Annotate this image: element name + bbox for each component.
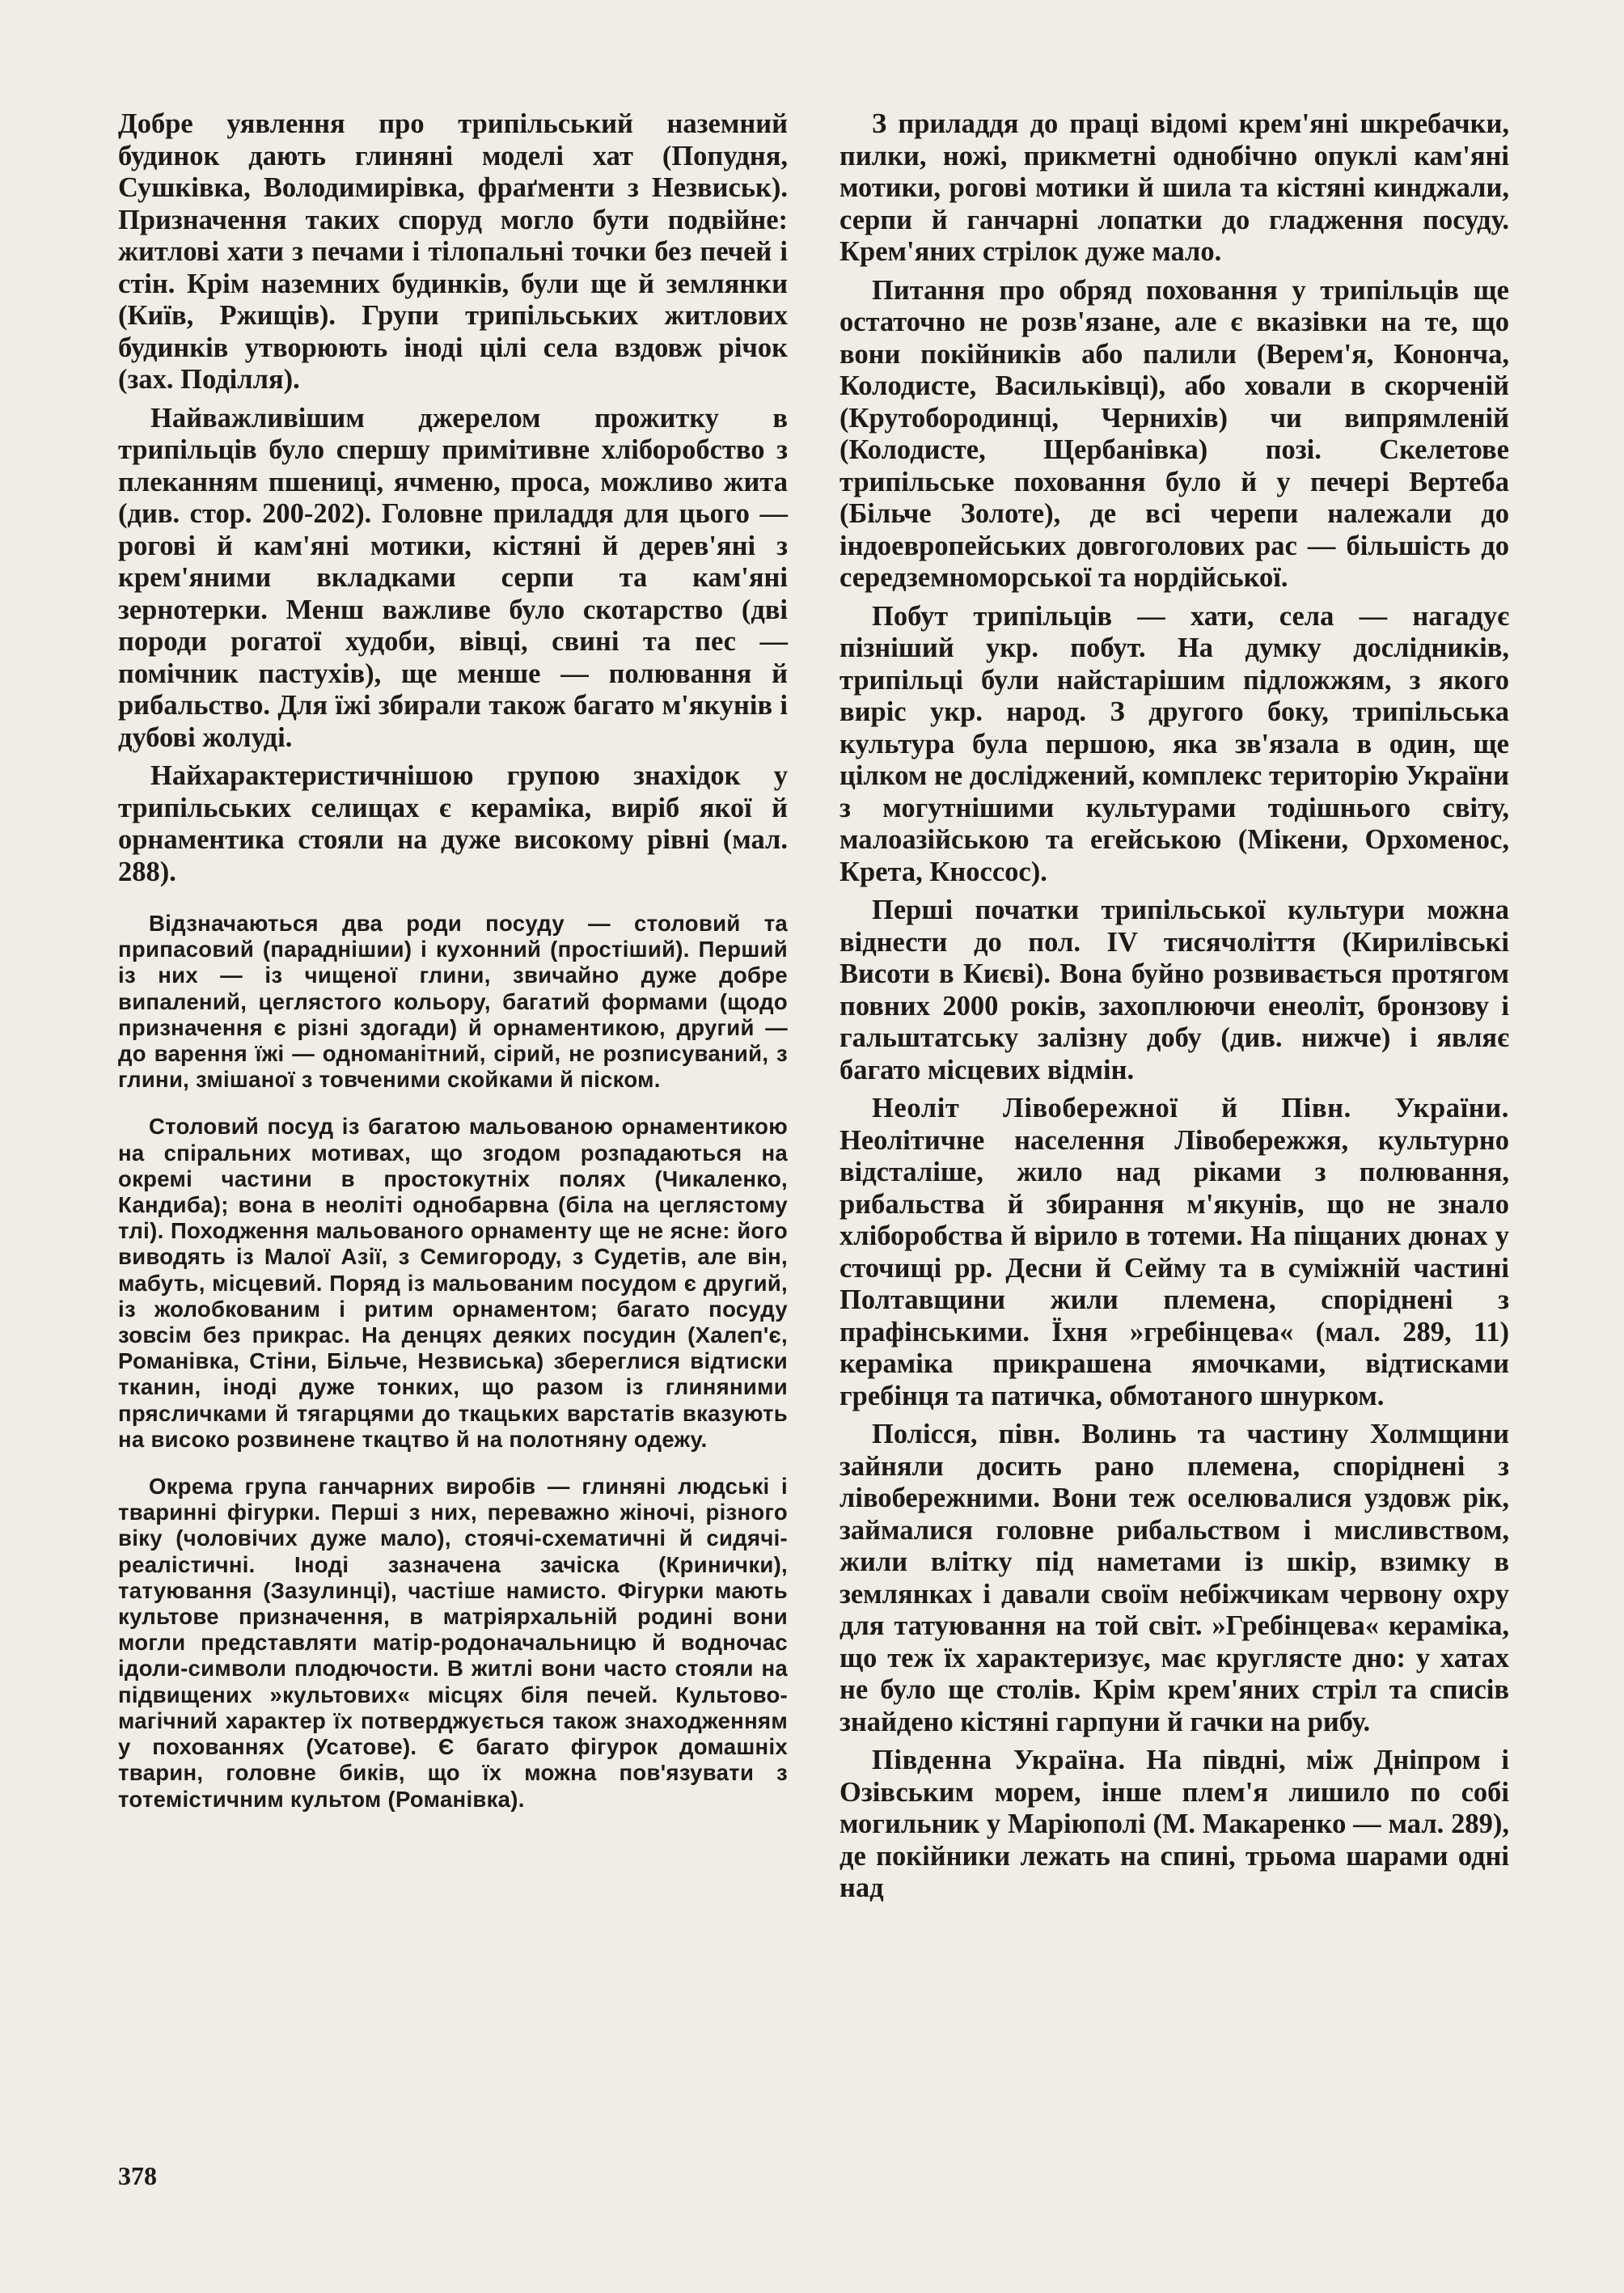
paragraph: Найважливішим джерелом прожитку в трипільців було спершу примітивне хліборобство з плеканням пшениці, ячменю, проса, можливо жита (див. стор. 200-202). Головне приладдя для цього — рогові й кам'яні мотики, кістяні й дерев'яні з крем'яними вкладками серпи та кам'яні зернотерки. Менш важливе було скотарство (дві породи рогатої худоби, вівці, свині та пес — помічник пастухів), ще менше — полювання й рибальство. Для їжі збирали також багато м'якунів і дубові жолуді. — [118, 402, 788, 753]
section-paragraph — [839, 1093, 1509, 1412]
paragraph: Перші початки трипільської культури можна віднести до пол. IV тисячоліття (Кирилівські Висоти в Києві). Вона буйно розвивається протягом повних 2000 років, захоплюючи енеоліт, бронзову і гальштатську залізну добу (див. нижче) і являє багато місцевих відмін. — [839, 895, 1509, 1085]
right-main-text — [839, 108, 1509, 1905]
paragraph: Добре уявлення про трипільський наземний будинок дають глиняні моделі хат (Попудня, Сушківка, Володимирівка, фраґменти з Незвиськ). Призначення таких споруд могло бути подвійне: житлові хати з печами і тілопальні точки без печей і стін. Крім наземних будинків, були ще й землянки (Київ, Ржищів). Групи трипільських житлових будинків утворюють іноді цілі села вздовж річок (зах. Поділля). — [118, 108, 788, 395]
paragraph: Побут трипільців — хати, села — нагадує пізніший укр. побут. На думку дослідників, трипільці були найстарішим підложжям, з якого виріс укр. народ. З другого боку, трипільська культура була першою, яка зв'язала в один, ще цілком не досліджений, комплекс територію України з могутнішими культурами тодішнього світу, малоазійською та егейською (Мікени, Орхоменос, Крета, Кноссос). — [839, 600, 1509, 887]
small-paragraph: Відзначаються два роди посуду — столовий та припасовий (параднішии) і кухонний (простіший). Перший із них — із чищеної глини, звичайно дуже добре випалений, цеглястого кольору, багатий формами (щодо призначення є різні здогади) й орнаментикою, другий — до варення їжі — одноманітний, сірий, не розписуваний, з глини, змішаної з товченими скойками й піском. — [118, 911, 788, 1093]
page-number: 378 — [118, 2161, 157, 2190]
left-main-text — [118, 108, 788, 888]
paragraph: З приладдя до праці відомі крем'яні шкребачки, пилки, ножі, прикметні однобічно опуклі кам'яні мотики, рогові мотики й шила та кістяні кинджали, серпи й ганчарні лопатки до гладження посуду. Крем'яних стрілок дуже мало. — [839, 108, 1509, 267]
paragraph: Питання про обряд поховання у трипільців ще остаточно не розв'язане, але є вказівки на те, що вони покійників або палили (Верем'я, Конончa, Колодисте, Васильківці), або ховали в скорченій (Крутобородинці, Чернихів) чи випрямленій (Колодисте, Щербанівка) позі. Скелетове трипільське поховання було й у печері Вертеба (Більче Золоте), де всі черепи належали до індоевропейських довгоголових рас — більшість до середземноморської та нордійської. — [839, 274, 1509, 593]
small-paragraph: Столовий посуд із багатою мальованою орнаментикою на спіральних мотивах, що згодом розпадаються на окремі частини в простокутніх полях (Чикаленко, Кандиба); вона в неоліті однобарвна (біла на цеглястому тлі). Походження мальованого орнаменту ще не ясне: його виводять із Малої Азії, з Семигороду, з Судетів, але він, мабуть, місцевий. Поряд із мальованим посудом є другий, із жолобкованим і ритим орнаментом; багато посуду зовсім без прикрас. На денцях деяких посудин (Халеп'є, Романівка, Стіни, Більче, Незвиська) збереглися відтиски тканин, іноді дуже тонких, що разом із глиняними прясличками й тягарцями до ткацьких варстатів вказують на високо розвинене ткацтво й на полотняну одежу. — [118, 1114, 788, 1452]
paragraph: Полісся, півн. Волинь та частину Холмщини зайняли досить рано племена, споріднені з лівобережними. Вони теж оселювалися уздовж рік, займалися головне рибальством і мисливством, жили влітку під наметами із шкір, взимку в землянках і давали своїм небіжчикам червону охру для татуювання на той світ. »Гребінцева« кераміка, що теж їх характеризує, має круглясте дно: у хатах не було ще столів. Крім крем'яних стріл та списів знайдено кістяні гарпуни й гачки на рибу. — [839, 1419, 1509, 1737]
section-text: Неолітичне населення Лівобережжя, культурно відсталіше, жило над ріками з полювання, рибальства й збирання м'якунів, що не знало хліборобства й вірило в тотеми. На піщаних дюнах у сточищі рр. Десни й Сейму та в суміжній частині Полтавщини жили племена, споріднені з прафінськими. Їхня »гребінцева« (мал. 289, 11) кераміка прикрашена ямочками, відтисками гребінця та патичка, обмотаного шнурком. — [839, 1124, 1509, 1411]
paragraph: Найхарактеристичнішою групою знахідок у трипільських селищах є кераміка, виріб якої й орнаментика стояли на дуже високому рівні (мал. 288). — [118, 760, 788, 887]
small-paragraph: Окрема група ганчарних виробів — глиняні людські і тваринні фігурки. Перші з них, переважно жіночі, різного віку (чоловічих дуже мало), стоячі-схематичні й сидячі-реалістичні. Іноді зазначена зачіска (Кринички), татуювання (Зазулинці), частіше намисто. Фігурки мають культове призначення, в матріярхальній родині вони могли представляти матір-родоначальницю й водночас ідоли-символи плодючости. В житлі вони часто стояли на підвищених »культових« місцях біля печей. Культово-магічний характер їх потверджується також знаходженням у похованнях (Усатове). Є багато фігурок домашніх тварин, головне биків, що їх можна пов'язувати з тотемістичним культом (Романівка). — [118, 1474, 788, 1812]
section-paragraph — [839, 1745, 1509, 1905]
right-column — [839, 108, 1509, 1911]
section-heading: Південна Україна. — [872, 1745, 1126, 1775]
section-heading: Неоліт Лівобережної й Півн. України. — [872, 1093, 1509, 1123]
left-column — [118, 108, 788, 1834]
small-print-section — [118, 911, 788, 1813]
section-text: На півдні, між Дніпром і Озівським морем, інше плем'я лишило по собі могильник у Маріюполі (М. Макаренко — мал. 289), де покійники лежать на спині, трьома шарами одні над — [839, 1745, 1510, 1903]
